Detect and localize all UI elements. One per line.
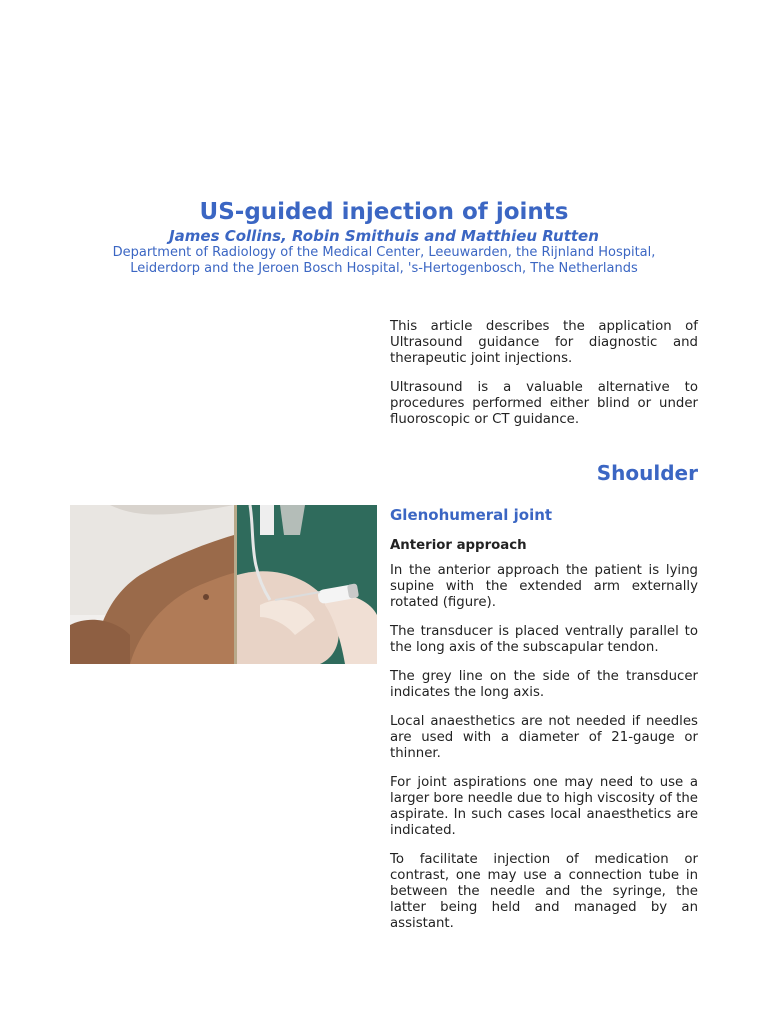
section-title-shoulder: Shoulder [596,461,698,485]
intro-section [390,319,698,441]
approach-heading: Anterior approach [390,538,527,553]
affiliation-line-2: Leiderdorp and the Jeroen Bosch Hospital, 's-Hertogenbosch, The Netherlands [130,261,638,276]
body-paragraph: To facilitate injection of medication or contrast, one may use a connection tube in between the needle and the syringe, the latter being held and managed by an assistant. [390,852,698,931]
subsection-title: Glenohumeral joint [390,506,553,524]
body-paragraph: For joint aspirations one may need to use a larger bore needle due to high viscosity of the aspirate. In such cases local anaesthetics are indicated. [390,775,698,838]
intro-paragraph: Ultrasound is a valuable alternative to procedures performed either blind or under fluoroscopic or CT guidance. [390,380,698,427]
intro-paragraph: This article describes the application of Ultrasound guidance for diagnostic and therapeutic joint injections. [390,319,698,366]
body-paragraph: The grey line on the side of the transducer indicates the long axis. [390,669,698,700]
body-paragraph: The transducer is placed ventrally parallel to the long axis of the subscapular tendon. [390,624,698,655]
article-title: US-guided injection of joints [199,199,569,225]
article-authors: James Collins, Robin Smithuis and Matthieu Rutten [169,227,599,245]
body-paragraph: In the anterior approach the patient is lying supine with the extended arm externally rotated (figure). [390,563,698,610]
affiliation-line-1: Department of Radiology of the Medical Center, Leeuwarden, the Rijnland Hospital, [112,245,656,260]
shoulder-injection-figure[interactable] [70,505,377,664]
article-header [0,197,768,277]
body-paragraph: Local anaesthetics are not needed if needles are used with a diameter of 21-gauge or thinner. [390,714,698,761]
glenohumeral-section [390,505,698,945]
